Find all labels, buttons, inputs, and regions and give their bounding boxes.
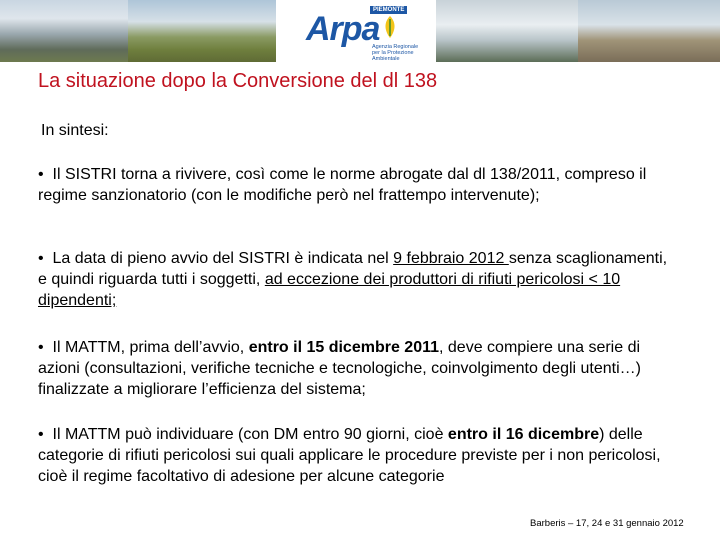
exception-highlight: ad eccezione dei produttori di rifiuti pericolosi < 10 dipendenti; — [38, 271, 621, 309]
arpa-logo — [276, 0, 436, 62]
bullet-icon: • — [38, 250, 44, 267]
paragraph-text: ) delle categorie di rifiuti pericolosi sui quali applicare le procedure previste per i non pericolosi, cioè il regime facoltativo di adesione per alcune categorie — [38, 426, 661, 485]
logo-leaf-icon — [384, 16, 396, 38]
bullet-icon: • — [38, 166, 44, 183]
logo-badge: PIEMONTE — [370, 6, 407, 14]
banner-photo-fields — [128, 0, 276, 62]
deadline-highlight: entro il 16 dicembre — [447, 426, 600, 443]
bullet-paragraph-2 — [38, 248, 678, 311]
banner-photo-mountains — [0, 0, 128, 62]
date-highlight: 9 febbraio 2012 — [393, 250, 509, 267]
paragraph-text: Il MATTM, prima dell’avvio, — [52, 339, 249, 356]
logo-subtitle-line1: Agenzia Regionale — [372, 44, 419, 50]
logo-wordmark: Arpa — [306, 10, 380, 48]
logo-subtitle-line2: per la Protezione Ambientale — [372, 50, 414, 62]
bullet-icon: • — [38, 339, 44, 356]
deadline-highlight: entro il 15 dicembre 2011 — [248, 339, 440, 356]
bullet-icon: • — [38, 426, 44, 443]
intro-text: In sintesi: — [41, 122, 109, 139]
paragraph-text: La data di pieno avvio del SISTRI è indicata nel — [52, 250, 394, 267]
paragraph-text: Il SISTRI torna a rivivere, così come le norme abrogate dal dl 138/2011, compreso il regime sanzionatorio (con le modifiche però nel frattempo intervenute); — [38, 166, 647, 204]
slide-title: La situazione dopo la Conversione del dl 138 — [38, 70, 438, 92]
paragraph-text: , deve compiere una serie di azioni (consultazioni, verifiche tecniche e tecnologiche, coinvolgimento degli utenti…) finalizzate a migliorare l’efficienza del sistema; — [38, 339, 641, 398]
logo-subtitle — [372, 44, 436, 62]
slide-footer: Barberis – 17, 24 e 31 gennaio 2012 — [530, 518, 684, 529]
paragraph-text: Il MATTM può individuare (con DM entro 90 giorni, cioè — [52, 426, 448, 443]
bullet-paragraph-1 — [38, 164, 678, 206]
header-banner — [0, 0, 720, 62]
bullet-paragraph-4 — [38, 424, 678, 487]
banner-photo-waterfall — [436, 0, 578, 62]
bullet-paragraph-3 — [38, 337, 678, 400]
banner-photo-abbey — [578, 0, 720, 62]
paragraph-text: senza scaglionamenti, e quindi riguarda tutti i soggetti, — [38, 250, 668, 288]
